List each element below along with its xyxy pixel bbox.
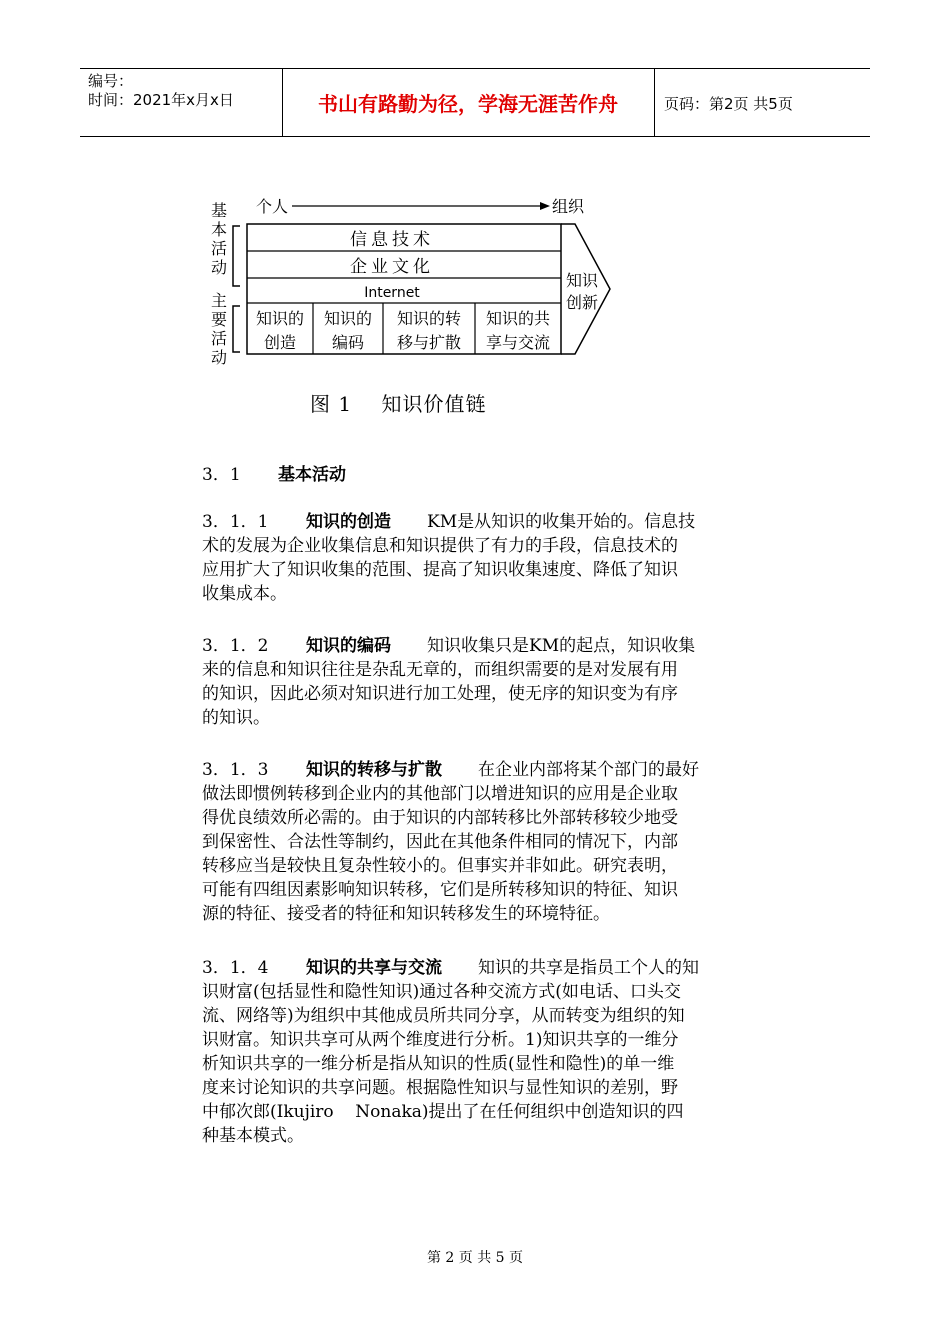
subsection-title: 知识的创造 xyxy=(306,512,391,532)
paragraph-line: 知识的共享是指员工个人的知 xyxy=(478,958,699,978)
knowledge-value-chain-figure xyxy=(200,186,620,416)
section-heading xyxy=(202,460,346,485)
cell-sharing-line2: 享与交流 xyxy=(485,333,551,352)
paragraph-line: 得优良绩效所必需的。由于知识的内部转移比外部转移较少地受 xyxy=(202,808,678,828)
cell-transfer-line1: 知识的转 xyxy=(396,309,462,328)
header-divider xyxy=(654,69,655,136)
left-label-char: 基 xyxy=(210,201,228,220)
paragraph-3-1-1 xyxy=(202,510,747,606)
paragraph-line: 的知识，因此必须对知识进行加工处理，使无序的知识变为有序 xyxy=(202,684,678,704)
header-code: 编号： xyxy=(88,72,134,90)
paragraph-line: 识财富(包括显性和隐性知识)通过各种交流方式(如电话、口头交 xyxy=(202,982,681,1002)
paragraph-line: 到保密性、合法性等制约，因此在其他条件相同的情况下，内部 xyxy=(202,832,678,852)
left-label-char: 动 xyxy=(210,258,228,277)
row-internet: Internet xyxy=(364,285,420,301)
paragraph-line: KM是从知识的收集开始的。信息技 xyxy=(427,512,696,532)
paragraph-line: 的知识。 xyxy=(202,708,270,728)
paragraph-line: 识财富。知识共享可从两个维度进行分析。1)知识共享的一维分 xyxy=(202,1030,679,1050)
page-header xyxy=(80,68,870,137)
paragraph-line: 来的信息和知识往往是杂乱无章的，而组织需要的是对发展有用 xyxy=(202,660,678,680)
paragraph-line: 源的特征、接受者的特征和知识转移发生的环境特征。 xyxy=(202,904,610,924)
paragraph-3-1-2 xyxy=(202,634,747,730)
row-info-tech: 信息技术 xyxy=(350,230,434,250)
paragraph-3-1-3 xyxy=(202,758,747,926)
header-meta xyxy=(88,72,234,110)
section-number: 3．1 xyxy=(202,465,241,485)
cell-creation-line1: 知识的 xyxy=(255,309,305,328)
subsection-number: 3．1．1 xyxy=(202,512,269,532)
paragraph-3-1-4 xyxy=(202,956,747,1148)
paragraph-line: 收集成本。 xyxy=(202,584,287,604)
left-label-char: 动 xyxy=(210,348,228,367)
paragraph-line: 应用扩大了知识收集的范围、提高了知识收集速度、降低了知识 xyxy=(202,560,678,580)
subsection-title: 知识的共享与交流 xyxy=(306,958,442,978)
figure-caption: 图 1 知识价值链 xyxy=(310,392,487,416)
paragraph-line: 种基本模式。 xyxy=(202,1126,304,1146)
paragraph-line: 做法即惯例转移到企业内的其他部门以增进知识的应用是企业取 xyxy=(202,784,678,804)
subsection-title: 知识的转移与扩散 xyxy=(306,760,442,780)
left-label-char: 活 xyxy=(210,239,228,258)
paragraph-line: 术的发展为企业收集信息和知识提供了有力的手段，信息技术的 xyxy=(202,536,678,556)
paragraph-line: 析知识共享的一维分析是指从知识的性质(显性和隐性)的单一维 xyxy=(202,1054,675,1074)
bracket-basic xyxy=(233,226,240,286)
arrow-head-icon xyxy=(540,202,550,210)
left-label-char: 主 xyxy=(210,291,228,310)
chevron-text-line2: 创新 xyxy=(565,293,599,312)
paragraph-line: 知识收集只是KM的起点，知识收集 xyxy=(427,636,696,656)
paragraph-line: 转移应当是较快且复杂性较小的。但事实并非如此。研究表明， xyxy=(202,856,678,876)
chevron-text-line1: 知识 xyxy=(565,271,599,290)
paragraph-line: 中郁次郎(Ikujiro Nonaka)提出了在任何组织中创造知识的四 xyxy=(202,1102,684,1122)
paragraph-line: 可能有四组因素影响知识转移，它们是所转移知识的特征、知识 xyxy=(202,880,678,900)
section-title: 基本活动 xyxy=(278,465,346,485)
left-label-char: 活 xyxy=(210,329,228,348)
paragraph-line: 在企业内部将某个部门的最好 xyxy=(478,760,699,780)
subsection-number: 3．1．4 xyxy=(202,958,269,978)
header-date: 时间：2021年x月x日 xyxy=(88,91,234,109)
cell-creation-line2: 创造 xyxy=(263,333,297,352)
cell-transfer-line2: 移与扩散 xyxy=(396,333,462,352)
arrow-end-label: 组织 xyxy=(552,197,585,216)
bracket-main xyxy=(233,306,240,352)
paragraph-line: 度来讨论知识的共享问题。根据隐性知识与显性知识的差别，野 xyxy=(202,1078,678,1098)
subsection-title: 知识的编码 xyxy=(306,636,391,656)
cell-sharing-line1: 知识的共 xyxy=(485,309,551,328)
left-label-char: 本 xyxy=(210,220,228,239)
cell-coding-line1: 知识的 xyxy=(323,309,373,328)
header-page-info: 页码：第2页 共5页 xyxy=(664,95,793,113)
left-label-char: 要 xyxy=(210,310,228,329)
page-footer: 第 2 页 共 5 页 xyxy=(426,1250,524,1266)
subsection-number: 3．1．2 xyxy=(202,636,269,656)
cell-coding-line2: 编码 xyxy=(331,333,365,352)
arrow-start-label: 个人 xyxy=(256,197,289,216)
row-corporate-culture: 企业文化 xyxy=(350,257,434,277)
paragraph-line: 流、网络等)为组织中其他成员所共同分享，从而转变为组织的知 xyxy=(202,1006,685,1026)
header-motto: 书山有路勤为径，学海无涯苦作舟 xyxy=(318,92,618,116)
subsection-number: 3．1．3 xyxy=(202,760,269,780)
